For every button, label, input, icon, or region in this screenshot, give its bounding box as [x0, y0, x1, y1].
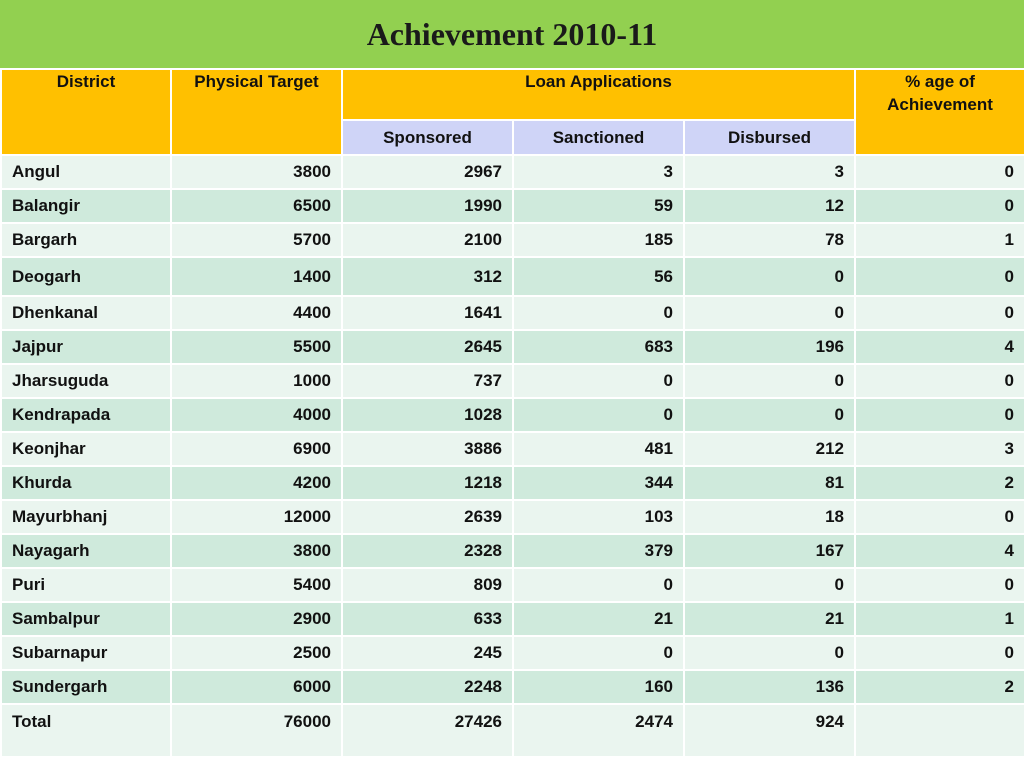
sanctioned-cell: 59: [513, 189, 684, 223]
district-cell: Jajpur: [1, 330, 171, 364]
total-target-cell: 76000: [171, 704, 342, 757]
sponsored-cell: 2967: [342, 155, 513, 189]
sanctioned-cell: 21: [513, 602, 684, 636]
target-cell: 3800: [171, 155, 342, 189]
table-row: [1, 257, 1024, 296]
sanctioned-cell: 185: [513, 223, 684, 257]
sponsored-cell: 3886: [342, 432, 513, 466]
sanctioned-cell: 344: [513, 466, 684, 500]
district-cell: Puri: [1, 568, 171, 602]
sponsored-cell: 1990: [342, 189, 513, 223]
table-row: [1, 466, 1024, 500]
table-body: [1, 155, 1024, 757]
table-row: [1, 636, 1024, 670]
disbursed-cell: 81: [684, 466, 855, 500]
achievement-cell: 1: [855, 602, 1024, 636]
total-sanctioned-cell: 2474: [513, 704, 684, 757]
sanctioned-cell: 56: [513, 257, 684, 296]
achievement-cell: 0: [855, 296, 1024, 330]
target-cell: 2900: [171, 602, 342, 636]
header-loan-applications: Loan Applications: [342, 69, 855, 120]
sanctioned-cell: 481: [513, 432, 684, 466]
disbursed-cell: 0: [684, 296, 855, 330]
district-cell: Deogarh: [1, 257, 171, 296]
sponsored-cell: 2639: [342, 500, 513, 534]
disbursed-cell: 167: [684, 534, 855, 568]
sanctioned-cell: 160: [513, 670, 684, 704]
table-row: [1, 534, 1024, 568]
sponsored-cell: 1028: [342, 398, 513, 432]
disbursed-cell: 12: [684, 189, 855, 223]
header-achievement: [855, 69, 1024, 155]
disbursed-cell: 0: [684, 257, 855, 296]
achievement-cell: 0: [855, 257, 1024, 296]
district-cell: Khurda: [1, 466, 171, 500]
district-cell: Sundergarh: [1, 670, 171, 704]
total-achievement-cell: [855, 704, 1024, 757]
table-row: [1, 568, 1024, 602]
sponsored-cell: 633: [342, 602, 513, 636]
disbursed-cell: 21: [684, 602, 855, 636]
target-cell: 2500: [171, 636, 342, 670]
table-row: [1, 398, 1024, 432]
total-district-cell: Total: [1, 704, 171, 757]
district-cell: Keonjhar: [1, 432, 171, 466]
achievement-cell: 4: [855, 330, 1024, 364]
target-cell: 3800: [171, 534, 342, 568]
district-cell: Dhenkanal: [1, 296, 171, 330]
sponsored-cell: 2645: [342, 330, 513, 364]
target-cell: 4400: [171, 296, 342, 330]
disbursed-cell: 18: [684, 500, 855, 534]
district-cell: Bargarh: [1, 223, 171, 257]
target-cell: 6500: [171, 189, 342, 223]
table-row: [1, 155, 1024, 189]
district-cell: Balangir: [1, 189, 171, 223]
target-cell: 4000: [171, 398, 342, 432]
sanctioned-cell: 0: [513, 398, 684, 432]
title-bar: [0, 0, 1024, 68]
target-cell: 1400: [171, 257, 342, 296]
sanctioned-cell: 0: [513, 296, 684, 330]
achievement-cell: 0: [855, 636, 1024, 670]
page-title: Achievement 2010-11: [366, 15, 658, 52]
header-sponsored: Sponsored: [342, 120, 513, 155]
sponsored-cell: 2248: [342, 670, 513, 704]
achievement-cell: 0: [855, 155, 1024, 189]
sanctioned-cell: 103: [513, 500, 684, 534]
achievement-cell: 4: [855, 534, 1024, 568]
total-disbursed-cell: 924: [684, 704, 855, 757]
table-row: [1, 223, 1024, 257]
achievement-cell: 0: [855, 364, 1024, 398]
table-row: [1, 296, 1024, 330]
disbursed-cell: 196: [684, 330, 855, 364]
achievement-cell: 1: [855, 223, 1024, 257]
disbursed-cell: 0: [684, 636, 855, 670]
table-row: [1, 670, 1024, 704]
achievement-cell: 0: [855, 398, 1024, 432]
achievement-cell: 0: [855, 500, 1024, 534]
sponsored-cell: 312: [342, 257, 513, 296]
district-cell: Nayagarh: [1, 534, 171, 568]
sponsored-cell: 1218: [342, 466, 513, 500]
table-row: [1, 602, 1024, 636]
achievement-cell: 0: [855, 189, 1024, 223]
header-sanctioned: Sanctioned: [513, 120, 684, 155]
sanctioned-cell: 0: [513, 636, 684, 670]
achievement-cell: 0: [855, 568, 1024, 602]
disbursed-cell: 0: [684, 398, 855, 432]
table-row: [1, 364, 1024, 398]
target-cell: 12000: [171, 500, 342, 534]
total-sponsored-cell: 27426: [342, 704, 513, 757]
sponsored-cell: 2100: [342, 223, 513, 257]
district-cell: Mayurbhanj: [1, 500, 171, 534]
sponsored-cell: 809: [342, 568, 513, 602]
sponsored-cell: 737: [342, 364, 513, 398]
sanctioned-cell: 0: [513, 364, 684, 398]
sanctioned-cell: 683: [513, 330, 684, 364]
district-cell: Jharsuguda: [1, 364, 171, 398]
sponsored-cell: 2328: [342, 534, 513, 568]
table-row: [1, 189, 1024, 223]
header-achievement-line2: Achievement: [887, 95, 993, 114]
sponsored-cell: 245: [342, 636, 513, 670]
sanctioned-cell: 379: [513, 534, 684, 568]
disbursed-cell: 0: [684, 364, 855, 398]
total-row: [1, 704, 1024, 757]
target-cell: 5500: [171, 330, 342, 364]
table-row: [1, 330, 1024, 364]
target-cell: 6900: [171, 432, 342, 466]
achievement-cell: 3: [855, 432, 1024, 466]
table-row: [1, 500, 1024, 534]
target-cell: 5400: [171, 568, 342, 602]
disbursed-cell: 3: [684, 155, 855, 189]
achievement-cell: 2: [855, 466, 1024, 500]
disbursed-cell: 78: [684, 223, 855, 257]
district-cell: Subarnapur: [1, 636, 171, 670]
target-cell: 5700: [171, 223, 342, 257]
sanctioned-cell: 3: [513, 155, 684, 189]
district-cell: Angul: [1, 155, 171, 189]
disbursed-cell: 136: [684, 670, 855, 704]
header-district: District: [1, 69, 171, 155]
header-physical-target: Physical Target: [171, 69, 342, 155]
sanctioned-cell: 0: [513, 568, 684, 602]
disbursed-cell: 212: [684, 432, 855, 466]
disbursed-cell: 0: [684, 568, 855, 602]
target-cell: 1000: [171, 364, 342, 398]
sponsored-cell: 1641: [342, 296, 513, 330]
table-row: [1, 432, 1024, 466]
target-cell: 4200: [171, 466, 342, 500]
district-cell: Sambalpur: [1, 602, 171, 636]
header-disbursed: Disbursed: [684, 120, 855, 155]
target-cell: 6000: [171, 670, 342, 704]
district-cell: Kendrapada: [1, 398, 171, 432]
achievement-cell: 2: [855, 670, 1024, 704]
header-achievement-line1: % age of: [905, 72, 975, 91]
achievement-table: [0, 68, 1024, 758]
